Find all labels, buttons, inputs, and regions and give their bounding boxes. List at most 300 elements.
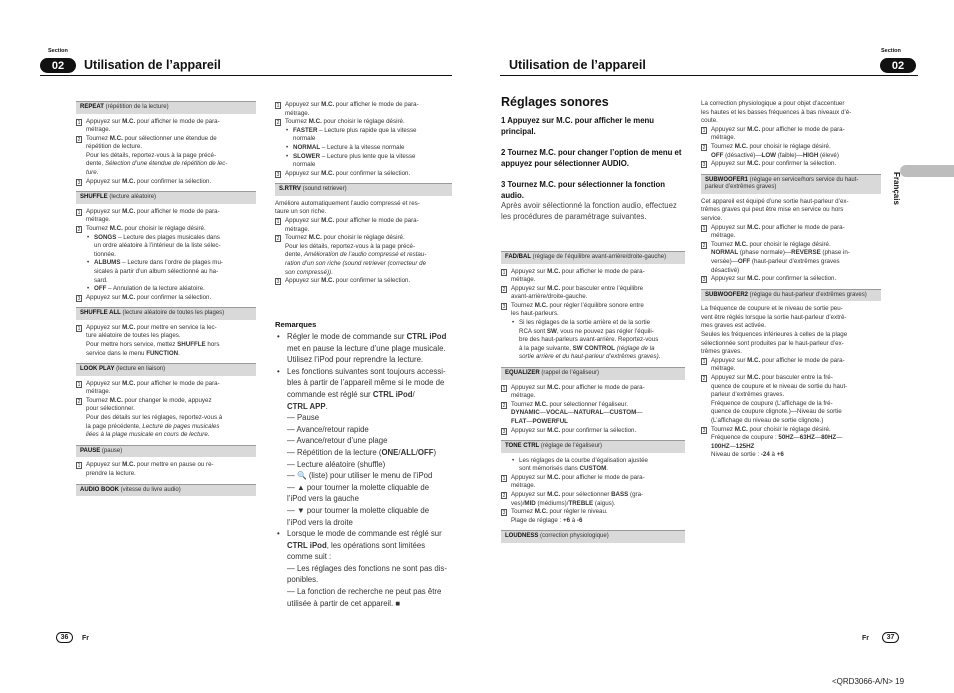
text-run: (aigus). [593,499,616,507]
text-run: pour afficher le mode de para- [135,379,220,387]
text-run: la page précédente, [86,422,143,430]
text-line [701,232,881,241]
step-text [86,118,220,127]
step-text [285,118,405,127]
text-run: comme suit : [287,552,332,562]
step-number: 2 [502,492,506,499]
text-run: métrage. [285,109,310,117]
text-run: CTRL iPod [287,540,327,550]
text-run: trêmes graves qui peut être mise en service ou hors [701,206,844,214]
text-run: Appuyez sur [285,217,322,225]
step-number: 3 [502,303,506,310]
text-run: métrage. [511,392,536,400]
step-line [701,275,881,284]
text-run: Pour les détails, reportez-vous à la page précé- [285,242,416,250]
text-run: parleur d’extrêmes graves. [711,391,785,399]
text-run: liées à la plage musicale en cours de lecture [86,431,208,439]
text-line [701,348,881,357]
text-run: M.C. [122,293,136,301]
text-run: Appuyez sur [711,373,748,381]
step-number: 3 [702,277,706,284]
text-run: — [729,442,736,450]
text-run: Appuyez sur [511,383,548,391]
text-run: normale [293,135,316,143]
text-run: les haut-parleurs. [511,310,559,318]
text-run: coute. [701,117,718,125]
text-line [701,314,881,323]
text-line [275,493,455,505]
text-run: — [636,409,643,417]
section-label-right: Section [881,48,901,54]
text-run: — Avance/retour rapide [287,424,369,434]
text-run: — [814,434,822,442]
text-run: M.C. [122,207,136,215]
text-run: ture aléatoire de toutes les plages. [86,332,181,340]
text-run: Fréquence de coupure (L’affichage de la fré- [711,399,833,407]
step-line [701,143,881,152]
text-run: pour choisir le réglage désiré. [747,425,831,433]
section-number-right: 02 [880,58,916,73]
text-line [501,276,685,285]
setting-name: AUDIO BOOK [80,486,119,493]
setting-description: (sound retriever) [300,186,347,193]
setting-header-bar [76,445,256,458]
text-line [275,251,452,260]
text-run: sont mémorisés dans [519,465,580,473]
setting-description: (réglage de l’égaliseur) [539,443,602,450]
page-number-left: 36 [56,632,73,643]
bullet-line [275,366,455,378]
text-run: SW [546,327,557,335]
text-run: bles à partir de l’appareil même si le mode de [287,378,445,388]
text-run: l’iPod vers la droite [287,517,353,527]
text-run: Appuyez sur [86,177,123,185]
text-run: HIGH [802,151,819,159]
text-run: Tournez [711,425,735,433]
text-run: métrage. [86,216,111,224]
setting-header-bar [76,363,256,376]
text-run: Tournez [511,301,535,309]
text-run: M.C. [534,400,548,408]
text-run: pour choisir le réglage désiré. [747,142,831,150]
text-run: Seules les fréquences inférieures à celles de la plage [701,330,848,338]
text-run: 125HZ [735,442,755,450]
text-run: l’iPod vers la gauche [287,494,359,504]
text-run: ture [86,169,97,177]
text-run: pour afficher le mode de para- [760,125,845,133]
text-run: Niveau de sortie : [711,451,761,459]
text-run: pour sélectionner [560,490,612,498]
text-run: Tournez [86,224,110,232]
text-run: M.C. [534,301,548,309]
text-run: — Pause [287,413,320,423]
step-text [711,241,831,250]
text-run: – Annulation de la lecture aléatoire. [106,285,205,293]
text-run: métrage. [711,365,736,373]
setting-name: S.RTRV [279,186,301,193]
text-run: à [570,516,577,524]
text-run: pour afficher le mode de para- [334,101,419,108]
setting-name: SUBWOOFER1 [705,176,749,183]
text-line [501,293,685,302]
text-line [501,392,685,401]
text-line [701,434,881,443]
text-run: – Lecture dans l’ordre de plages mu- [120,259,223,267]
step-line [275,217,452,226]
text-run: ) [433,447,437,457]
text-run: pour confirmer la sélection. [135,177,212,185]
step-text [711,143,831,152]
step-number: 2 [77,226,81,233]
step-line [701,357,881,366]
text-run: sélectionnée sont produites par le haut-parleur d’ex- [701,339,844,347]
step-line [701,374,881,383]
text-run: M.C. [547,473,561,481]
text-line [76,277,256,286]
step-line [76,324,256,333]
text-run: La correction physiologique a pour objet d’accentuer [701,100,845,107]
text-run: pour choisir le réglage désiré. [747,240,831,248]
text-run: Appuyez sur [86,117,123,125]
text-run: Appuyez sur [86,323,123,331]
text-run: FLAT [511,417,527,425]
text-run: vent être réglés lorsque la sortie haut-parleur d’extrê- [701,313,847,321]
text-run: (phase normale)— [738,249,792,257]
text-run: . [207,431,210,439]
text-run: SLOWER [293,152,321,160]
text-run: NATURAL [573,409,604,417]
setting-header-bar [501,367,685,380]
setting-name: EQUALIZER [505,370,540,377]
text-run: M.C. [747,356,761,364]
step-number: 3 [702,427,706,434]
text-run: (élevé) [818,151,839,159]
text-run: Pour mettre hors service, mettez [86,340,178,348]
text-run: Appuyez sur [511,284,548,292]
text-run: Appuyez sur [711,275,748,283]
text-run: versée)— [711,257,738,265]
text-run: pour régler le niveau. [547,508,608,516]
text-line [275,260,452,269]
text-run: . [606,465,608,473]
text-line [501,500,685,509]
text-line [275,161,452,170]
step-number: 1 [77,381,81,388]
text-run: — ▼ pour tourner la molette cliquable de [287,505,430,515]
step-number: 1 [77,463,81,470]
bullet-line [275,127,452,136]
text-line [701,198,881,207]
text-line [76,350,256,359]
setting-description: (lecture aléatoire de toutes les plages) [120,310,225,317]
setting-header-bar [76,484,256,497]
step-number: 1 [276,219,280,226]
text-run: Appuyez sur [86,461,123,469]
text-run: SW CONTROL [572,344,615,352]
text-line [275,243,452,252]
text-run: pour mettre en service la lec- [135,323,217,331]
text-run: Appuyez sur [711,356,748,364]
step-number: 2 [502,286,506,293]
step-line [701,426,881,435]
text-run: TREBLE [568,499,594,507]
bullet-line [275,528,455,540]
text-line [701,215,881,224]
bullet-line [76,285,256,294]
text-line [701,249,881,258]
text-run: pour afficher le mode de para- [560,473,645,481]
step-line [76,294,256,303]
text-run: avant-arrière/droite-gauche. [511,293,588,301]
text-run: Amélioration de l’audio compressé et restau- [303,251,427,259]
text-run: Les réglages de la courbe d’égalisation ajustée [519,456,648,464]
text-run: — Lecture aléatoire (shuffle) [287,459,386,469]
text-run: +6 [562,516,571,524]
text-run: pour choisir le réglage désiré. [321,234,405,242]
text-run: M.C. [122,177,136,185]
text-run: Tournez [511,508,535,516]
step-line [701,224,881,233]
header-rule-right [500,75,918,76]
text-run: métrage. [511,482,536,490]
text-run: — [539,409,547,417]
text-run: taure un son riche. [275,208,327,216]
step-number: 1 [702,127,706,134]
text-line [76,341,256,350]
text-line [275,470,455,482]
text-run: Appuyez sur [86,207,123,215]
step-text [511,427,636,436]
text-run: Appuyez sur [86,379,123,387]
step-text [511,508,608,517]
text-run: — La fonction de recherche ne peut pas être [287,587,442,597]
text-run: – Lecture des plages musicales dans [116,233,220,241]
step-number: 1 [702,358,706,365]
text-run: POWERFUL [532,417,568,425]
text-run: pour afficher le mode de para- [560,267,645,275]
text-run: Appuyez sur [511,426,548,434]
text-line [701,117,881,126]
text-run: M.C. [321,277,335,285]
text-run: pour confirmer la sélection. [560,426,637,434]
text-run: Appuyez sur [711,125,748,133]
section-label-left: Section [48,48,68,54]
bullet-line [275,144,452,153]
language-code-right: Fr [862,635,869,642]
text-run: Fréquence de coupure : [711,434,779,442]
remarks-list [275,331,455,609]
setting-description: (réglage du haut-parleur d’extrêmes graves) [748,291,867,298]
step-number: 2 [502,402,506,409]
setting-name: TONE CTRL [505,443,540,450]
text-run: mes graves est activée. [701,322,766,330]
text-run: pour afficher le mode de para- [135,207,220,215]
text-run: CTRL APP [287,401,326,411]
text-run: — Avance/retour d’une plage [287,436,388,446]
step-number: 1 [77,209,81,216]
text-run: MID [524,499,536,507]
text-run: CTRL iPod [406,332,447,341]
text-run: / [398,447,401,457]
text-run: REVERSE [791,249,821,257]
step-text [511,302,644,311]
step-line [76,225,256,234]
text-run: pour changer le mode, appuyez [122,396,212,404]
step-text [511,401,628,410]
step-text [711,224,845,233]
text-run: SHUFFLE [177,340,206,348]
text-run: . [331,268,333,276]
text-line [701,322,881,331]
bullet-line [76,234,256,243]
text-line [76,423,256,432]
setting-name: SHUFFLE [80,194,108,201]
step-line [701,160,881,169]
text-run: — ▲ pour tourner la molette cliquable de [287,482,430,492]
text-run: NORMAL [293,143,321,151]
text-run: (L’affichage du niveau de sortie clignote.) [711,416,824,424]
step-line [76,208,256,217]
text-run: OFF [417,447,434,457]
setting-name: PAUSE [80,447,101,454]
document-code: <QRD3066-A/N> 19 [832,677,905,686]
step-line [501,491,685,500]
text-run: — Répétition de la lecture ( [287,447,382,457]
setting-description: (réglage en service/hors service du haut-parleur d’extrêmes graves) [705,176,859,191]
text-run: met en pause la lecture d’une plage musicale. [287,343,446,353]
text-line [501,345,685,354]
text-run: M.C. [734,425,748,433]
text-run: . [96,169,99,177]
text-run: , vous ne pouvez pas régler l’équili- [556,327,654,335]
step-line [501,427,685,436]
step-text [711,160,836,169]
text-run: CTRL iPod [372,389,413,399]
setting-description: (répétition de la lecture) [103,104,169,110]
step-number: 1 [702,225,706,232]
step-line [275,170,452,179]
setting-name: SUBWOOFER2 [705,291,749,298]
text-line [76,242,256,251]
text-run: (haut-parleur d’extrêmes graves [750,257,840,265]
setting-description: (correction physiologique) [538,533,609,540]
text-run: -24 [760,451,770,459]
text-run: pour afficher le mode de para- [560,383,645,391]
text-run: Tournez [711,240,735,248]
text-run: pour régler l’équilibre sonore entre [547,301,644,309]
text-run: M.C. [109,396,123,404]
text-line [275,459,455,471]
text-run: pour sélectionner. [86,405,135,413]
text-line [701,134,881,143]
setting-header-bar [76,101,256,114]
text-line [275,540,455,552]
text-line [701,417,881,426]
text-line [76,388,256,397]
text-run: métrage. [86,126,111,134]
text-run: OFF [711,151,724,159]
step-number: 3 [276,171,280,178]
text-run: NORMAL [711,249,739,257]
step-number: 2 [702,242,706,249]
text-line [501,336,685,345]
text-line [76,405,256,414]
step-text [511,268,645,277]
text-line [701,100,881,109]
text-run: . [325,401,328,411]
step-text [86,208,220,217]
text-line [275,401,455,413]
text-run: ration d’un son riche (sound retriever (correcteur de [285,260,427,267]
text-line [76,152,256,161]
step-line [275,101,452,110]
setting-header-bar [501,251,685,264]
text-run: Tournez [711,142,735,150]
text-line [76,143,256,152]
page-title-left: Utilisation de l’appareil [84,58,221,72]
text-run: La fréquence de coupure et le niveau de sortie peu- [701,305,843,313]
text-run: dente, [285,251,304,259]
text-run: pour afficher le mode de para- [135,117,220,125]
text-run: Tournez [285,118,309,126]
page-title-right: Utilisation de l’appareil [509,58,646,72]
text-run: – Lecture plus lente que la vitesse [320,152,416,160]
text-run: Plage de réglage : [511,516,563,524]
text-line [701,340,881,349]
text-run: Cet appareil est équipé d’une sortie haut-parleur d’ex- [701,197,849,205]
text-run: utilisée à partir de cet appareil. ■ [287,598,401,608]
text-line [501,517,685,526]
text-run: quence de coupure clignote.)—Niveau de sortie [711,408,842,416]
text-run: M.C. [321,101,335,108]
text-run: Appuyez sur [285,101,322,108]
step-number: 3 [276,279,280,286]
step-number: 2 [276,236,280,243]
bullet-line [76,259,256,268]
text-run: 80HZ [821,434,837,442]
text-line [76,169,256,178]
step-number: 3 [702,162,706,169]
text-run: Utilisez l’iPod pour reprendre la lecture. [287,355,424,365]
text-line [701,408,881,417]
bullet-line [275,153,452,162]
text-run: pour confirmer la sélection. [334,169,411,177]
text-run: (phase in- [820,249,850,257]
step-line [76,397,256,406]
text-run: M.C. [547,284,561,292]
text-run: M.C. [534,508,548,516]
text-run: / [412,389,415,399]
text-run: — [603,409,610,417]
text-run: M.C. [122,379,136,387]
text-run: ALL [400,447,416,457]
section-number-left: 02 [40,58,76,73]
setting-header-bar [701,289,881,302]
text-run: pour confirmer la sélection. [760,160,837,168]
step-number: 3 [502,510,506,517]
text-run: . [178,349,180,357]
text-run: — [793,434,800,442]
step-line [501,285,685,294]
step-line [501,508,685,517]
instruction-1: 1 Appuyez sur M.C. pour afficher le menu principal. [501,116,655,136]
step-number: 2 [702,144,706,151]
step-text [285,277,410,286]
step-number: 3 [502,428,506,435]
text-run: normale [293,161,316,169]
text-line [275,269,452,278]
text-run: tionnée. [94,250,117,258]
